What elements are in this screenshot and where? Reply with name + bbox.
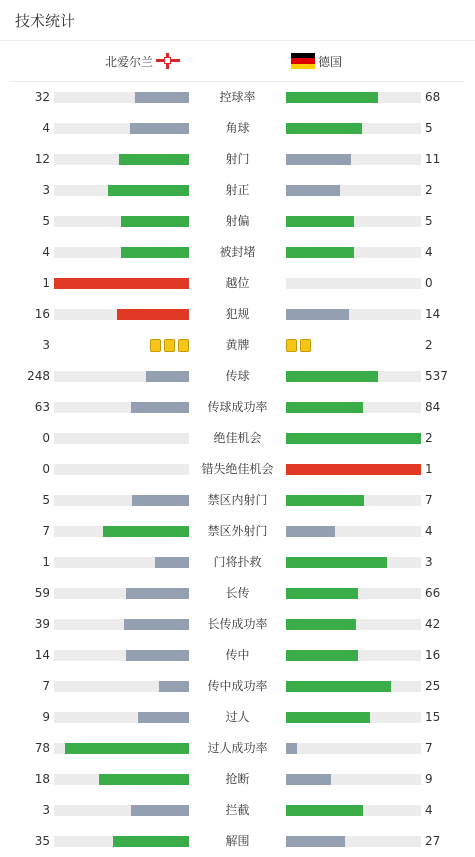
away-bar-track: [286, 557, 421, 568]
stat-label: 角球: [225, 121, 250, 135]
stats-header: [0, 0, 475, 41]
away-value: 7: [425, 741, 433, 755]
page-title: 技术统计: [15, 11, 76, 30]
home-bar-track: [54, 557, 189, 568]
stat-row: [0, 640, 475, 671]
stat-row: [0, 733, 475, 764]
home-value: 12: [34, 152, 50, 166]
home-value: 0: [42, 431, 50, 445]
home-bar-fill: [117, 309, 189, 320]
away-bar-track: [286, 836, 421, 847]
away-value: 3: [425, 555, 433, 569]
away-value: 14: [425, 307, 441, 321]
stat-label: 长传成功率: [207, 617, 268, 631]
stat-label: 传球: [225, 369, 250, 383]
stat-row: [0, 485, 475, 516]
home-value: 248: [27, 369, 50, 383]
away-bar-track: [286, 526, 421, 537]
yellow-card-icon: [300, 339, 311, 352]
stat-label: 错失绝佳机会: [201, 462, 274, 476]
stat-row: [0, 392, 475, 423]
home-bar-track: [54, 216, 189, 227]
stat-label: 被封堵: [219, 245, 256, 259]
home-bar-fill: [130, 123, 189, 134]
stat-label: 禁区外射门: [207, 524, 268, 538]
stat-row: [0, 175, 475, 206]
away-value: 84: [425, 400, 441, 414]
away-bar-track: [286, 588, 421, 599]
home-bar-fill: [126, 588, 189, 599]
away-bar-track: [286, 371, 421, 382]
away-bar-track: [286, 185, 421, 196]
home-bar-fill: [135, 92, 189, 103]
away-value: 2: [425, 431, 433, 445]
stat-row: [0, 268, 475, 299]
stat-label: 拦截: [225, 803, 250, 817]
away-bar-fill: [286, 371, 378, 382]
home-bar-fill: [65, 743, 189, 754]
stat-label: 解围: [225, 834, 250, 848]
away-bar-fill: [286, 402, 363, 413]
stat-label: 过人成功率: [207, 741, 268, 755]
away-value: 1: [425, 462, 433, 476]
away-bar-track: [286, 805, 421, 816]
home-value: 3: [42, 803, 50, 817]
stat-label: 门将扑救: [213, 555, 262, 569]
stat-label: 长传: [225, 586, 250, 600]
away-value: 9: [425, 772, 433, 786]
home-value: 3: [42, 183, 50, 197]
stat-row: [0, 702, 475, 733]
away-bar-track: [286, 743, 421, 754]
away-bar-fill: [286, 247, 354, 258]
northern-ireland-flag-icon: [156, 53, 180, 69]
home-bar-track: [54, 836, 189, 847]
home-value: 0: [42, 462, 50, 476]
home-bar-track: [54, 526, 189, 537]
home-value: 1: [42, 276, 50, 290]
away-value: 5: [425, 121, 433, 135]
stat-label: 传中成功率: [207, 679, 268, 693]
home-value: 4: [42, 121, 50, 135]
home-value: 14: [34, 648, 50, 662]
away-value: 0: [425, 276, 433, 290]
home-value: 35: [34, 834, 50, 848]
away-bar-track: [286, 619, 421, 630]
home-team-name: 北爱尔兰: [104, 54, 153, 69]
home-bar-track: [54, 681, 189, 692]
home-bar-track: [54, 309, 189, 320]
away-bar-fill: [286, 154, 351, 165]
home-value: 63: [34, 400, 50, 414]
away-bar-fill: [286, 650, 358, 661]
stat-label: 绝佳机会: [213, 431, 262, 445]
home-value: 32: [34, 90, 50, 104]
stat-row: [0, 113, 475, 144]
away-bar-fill: [286, 588, 358, 599]
stat-label: 黄牌: [225, 338, 250, 352]
home-bar-track: [54, 588, 189, 599]
stat-label: 越位: [225, 276, 250, 290]
stat-row: [0, 795, 475, 826]
home-bar-fill: [146, 371, 189, 382]
stat-row: [0, 609, 475, 640]
away-value: 4: [425, 245, 433, 259]
stat-row: [0, 671, 475, 702]
home-bar-track: [54, 712, 189, 723]
home-value: 39: [34, 617, 50, 631]
home-bar-fill: [131, 805, 189, 816]
away-team: [291, 41, 345, 81]
home-bar-fill: [119, 154, 189, 165]
stat-label: 犯规: [225, 307, 250, 321]
home-value: 7: [42, 524, 50, 538]
away-bar-fill: [286, 681, 391, 692]
away-bar-fill: [286, 805, 363, 816]
home-bar-track: [54, 464, 189, 475]
home-value: 78: [34, 741, 50, 755]
home-bar-fill: [159, 681, 189, 692]
away-bar-track: [286, 216, 421, 227]
away-bar-fill: [286, 216, 354, 227]
home-bar-track: [54, 774, 189, 785]
yellow-card-icon: [150, 339, 161, 352]
away-yellow-cards: [286, 339, 311, 352]
home-bar-track: [54, 185, 189, 196]
away-value: 15: [425, 710, 441, 724]
home-bar-track: [54, 402, 189, 413]
teams-row: [10, 41, 465, 82]
stat-label: 射门: [225, 152, 250, 166]
stat-label: 控球率: [219, 90, 256, 104]
away-bar-track: [286, 712, 421, 723]
away-bar-fill: [286, 185, 340, 196]
home-bar-fill: [54, 278, 189, 289]
away-bar-track: [286, 278, 421, 289]
stat-row: [0, 206, 475, 237]
away-value: 4: [425, 524, 433, 538]
away-bar-track: [286, 92, 421, 103]
stat-row: [0, 454, 475, 485]
away-bar-track: [286, 681, 421, 692]
stat-label: 传球成功率: [207, 400, 268, 414]
away-value: 537: [425, 369, 448, 383]
stat-row: [0, 578, 475, 609]
away-bar-track: [286, 402, 421, 413]
home-value: 3: [42, 338, 50, 352]
away-value: 16: [425, 648, 441, 662]
home-bar-track: [54, 495, 189, 506]
away-bar-fill: [286, 743, 297, 754]
away-bar-fill: [286, 433, 421, 444]
home-bar-track: [54, 743, 189, 754]
away-bar-fill: [286, 526, 335, 537]
away-bar-track: [286, 154, 421, 165]
away-bar-fill: [286, 495, 364, 506]
away-value: 2: [425, 338, 433, 352]
away-bar-fill: [286, 92, 378, 103]
home-bar-track: [54, 805, 189, 816]
stat-row: [0, 826, 475, 857]
stat-row: [0, 299, 475, 330]
away-bar-track: [286, 464, 421, 475]
yellow-card-icon: [164, 339, 175, 352]
away-value: 66: [425, 586, 441, 600]
away-bar-fill: [286, 557, 387, 568]
home-bar-track: [54, 92, 189, 103]
home-value: 59: [34, 586, 50, 600]
away-bar-fill: [286, 836, 345, 847]
stat-label: 射正: [225, 183, 250, 197]
home-value: 16: [34, 307, 50, 321]
away-value: 25: [425, 679, 441, 693]
away-value: 11: [425, 152, 441, 166]
stat-label: 传中: [225, 648, 250, 662]
away-bar-track: [286, 247, 421, 258]
away-bar-fill: [286, 123, 362, 134]
stat-label: 抢断: [225, 772, 250, 786]
home-bar-track: [54, 123, 189, 134]
stat-row: [0, 82, 475, 113]
stat-row: [0, 423, 475, 454]
home-value: 18: [34, 772, 50, 786]
home-bar-fill: [124, 619, 189, 630]
away-bar-fill: [286, 619, 356, 630]
home-bar-track: [54, 619, 189, 630]
away-value: 5: [425, 214, 433, 228]
home-team: [102, 41, 180, 81]
away-bar-track: [286, 433, 421, 444]
home-bar-track: [54, 371, 189, 382]
stat-row: [0, 361, 475, 392]
away-bar-track: [286, 309, 421, 320]
home-bar-fill: [121, 247, 189, 258]
away-value: 2: [425, 183, 433, 197]
stat-row: [0, 516, 475, 547]
stat-label: 过人: [225, 710, 250, 724]
away-value: 68: [425, 90, 441, 104]
home-bar-fill: [121, 216, 189, 227]
away-bar-track: [286, 495, 421, 506]
home-bar-fill: [113, 836, 189, 847]
home-bar-fill: [108, 185, 189, 196]
home-bar-fill: [131, 402, 189, 413]
away-value: 4: [425, 803, 433, 817]
away-bar-fill: [286, 774, 331, 785]
home-value: 9: [42, 710, 50, 724]
stat-label: 禁区内射门: [207, 493, 268, 507]
home-bar-track: [54, 650, 189, 661]
yellow-card-icon: [286, 339, 297, 352]
away-bar-track: [286, 123, 421, 134]
stat-row: [0, 237, 475, 268]
home-bar-fill: [126, 650, 189, 661]
home-bar-fill: [99, 774, 189, 785]
home-bar-track: [54, 247, 189, 258]
home-bar-fill: [138, 712, 189, 723]
home-value: 7: [42, 679, 50, 693]
home-bar-fill: [132, 495, 189, 506]
away-team-name: 德国: [318, 54, 343, 69]
away-bar-fill: [286, 464, 421, 475]
home-yellow-cards: [150, 339, 189, 352]
home-bar-track: [54, 154, 189, 165]
away-value: 27: [425, 834, 441, 848]
stat-row: [0, 764, 475, 795]
home-value: 4: [42, 245, 50, 259]
stat-row: [0, 547, 475, 578]
stats-list: [0, 82, 475, 857]
home-value: 5: [42, 493, 50, 507]
home-bar-fill: [103, 526, 189, 537]
home-value: 5: [42, 214, 50, 228]
stat-label: 射偏: [225, 214, 250, 228]
stat-row: [0, 330, 475, 361]
home-value: 1: [42, 555, 50, 569]
home-bar-fill: [155, 557, 189, 568]
germany-flag-icon: [291, 53, 315, 69]
away-value: 7: [425, 493, 433, 507]
away-bar-fill: [286, 309, 349, 320]
stat-row: [0, 144, 475, 175]
away-value: 42: [425, 617, 441, 631]
away-bar-track: [286, 650, 421, 661]
away-bar-track: [286, 774, 421, 785]
home-bar-track: [54, 278, 189, 289]
away-bar-fill: [286, 712, 370, 723]
home-bar-track: [54, 433, 189, 444]
yellow-card-icon: [178, 339, 189, 352]
